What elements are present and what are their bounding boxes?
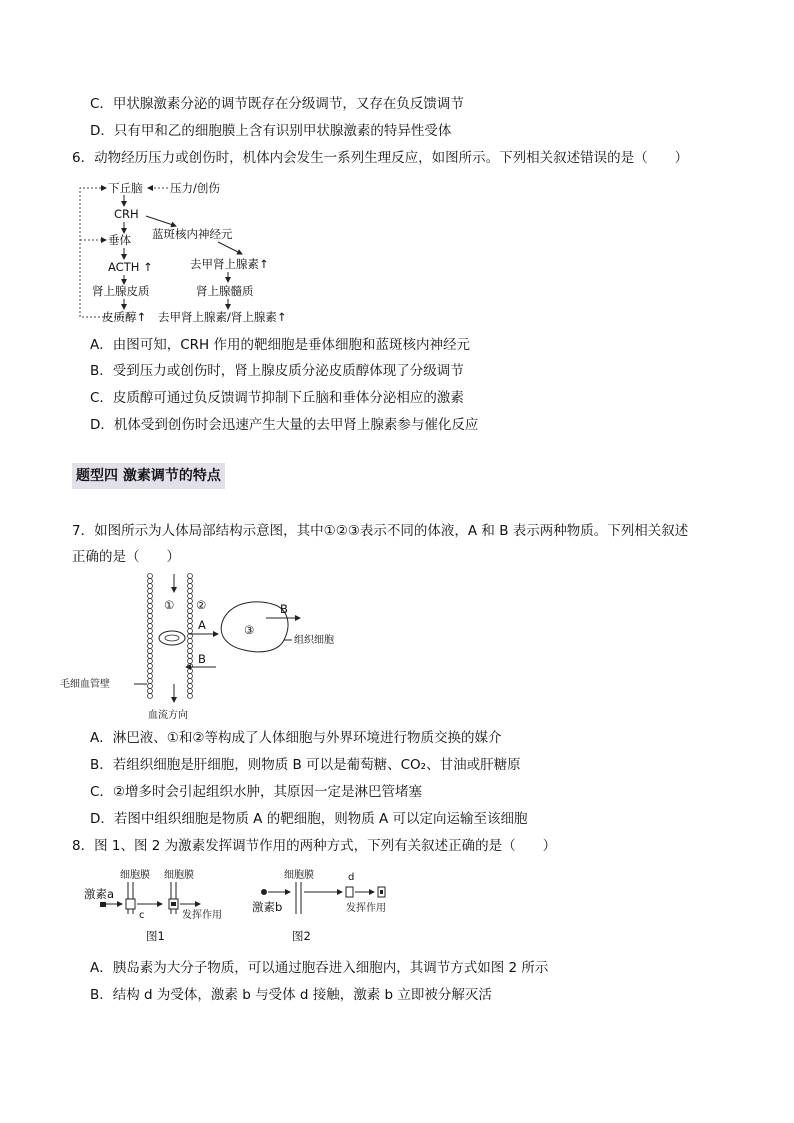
wall-cell xyxy=(188,579,193,584)
wall-cell xyxy=(188,689,193,694)
hormone-b-label: 激素b xyxy=(252,900,283,914)
wall-cell xyxy=(148,604,153,609)
wall-cell xyxy=(188,599,193,604)
wall-cell xyxy=(188,619,193,624)
wall-cell xyxy=(148,644,153,649)
wall-cell xyxy=(148,629,153,634)
norepi-epi-label: 去甲肾上腺素/肾上腺素↑ xyxy=(158,310,287,324)
substance-b-top-label: B xyxy=(280,602,288,616)
q8-option-a: A．胰岛素为大分子物质，可以通过胞吞进入细胞内，其调节方式如图 2 所示 xyxy=(90,960,549,976)
substance-b-lower-label: B xyxy=(198,652,206,666)
wall-cell xyxy=(188,669,193,674)
wall-cell xyxy=(148,679,153,684)
wall-cell xyxy=(148,574,153,579)
acth-label: ACTH ↑ xyxy=(108,260,153,274)
q7-option-b: B．若组织细胞是肝细胞，则物质 B 可以是葡萄糖、CO₂、甘油或肝糖原 xyxy=(90,757,521,773)
wall-cell xyxy=(148,664,153,669)
wall-cell xyxy=(188,609,193,614)
wall-cell xyxy=(148,619,153,624)
wall-cell xyxy=(148,594,153,599)
capillary-wall-label: 毛细血管壁 xyxy=(60,679,110,690)
wall-cell xyxy=(188,649,193,654)
q5-option-d: D．只有甲和乙的细胞膜上含有识别甲状腺激素的特异性受体 xyxy=(90,123,452,139)
crh-label: CRH xyxy=(114,207,139,221)
wall-cell xyxy=(188,574,193,579)
capillary-wall-left xyxy=(148,574,153,699)
hormone-a-marker xyxy=(100,902,106,907)
substance-a-label: A xyxy=(198,618,206,632)
hormone-a-label: 激素a xyxy=(84,887,115,901)
wall-cell xyxy=(188,654,193,659)
hormone-b-marker xyxy=(261,889,267,895)
wall-cell xyxy=(148,684,153,689)
fig2-membrane-label: 细胞膜 xyxy=(284,870,314,881)
wall-cell xyxy=(188,694,193,699)
fluid-3-label: ③ xyxy=(244,623,255,637)
wall-cell xyxy=(148,624,153,629)
tissue-cell-label: 组织细胞 xyxy=(294,635,334,646)
receptor-d-label: d xyxy=(348,872,355,883)
q6-option-c: C．皮质醇可通过负反馈调节抑制下丘脑和垂体分泌相应的激素 xyxy=(90,390,464,406)
wall-cell xyxy=(188,604,193,609)
red-blood-cell xyxy=(159,631,185,645)
q7-option-c: C．②增多时会引起组织水肿，其原因一定是淋巴管堵塞 xyxy=(90,784,423,800)
wall-cell xyxy=(148,654,153,659)
fig1-membrane-2-label: 细胞膜 xyxy=(164,870,194,881)
fig1-caption: 图1 xyxy=(146,929,165,943)
fluid-2-label: ② xyxy=(196,598,207,612)
tissue-cell xyxy=(221,602,288,652)
wall-cell xyxy=(188,614,193,619)
wall-cell xyxy=(148,634,153,639)
wall-cell xyxy=(188,589,193,594)
wall-cell xyxy=(188,644,193,649)
q6-option-b: B．受到压力或创伤时，肾上腺皮质分泌皮质醇体现了分级调节 xyxy=(90,363,464,379)
wall-cell xyxy=(148,649,153,654)
fig1-membrane-1-label: 细胞膜 xyxy=(120,870,150,881)
adrenal-medulla-label: 肾上腺髓质 xyxy=(196,284,254,298)
wall-cell xyxy=(188,594,193,599)
wall-cell xyxy=(148,639,153,644)
wall-cell xyxy=(188,679,193,684)
wall-cell xyxy=(188,629,193,634)
receptor-c-label: c xyxy=(139,910,145,921)
receptor-c xyxy=(126,899,135,909)
q7-stem-line2: 正确的是（ ） xyxy=(72,549,180,565)
wall-cell xyxy=(148,599,153,604)
wall-cell xyxy=(188,639,193,644)
wall-cell xyxy=(148,669,153,674)
blood-flow-label: 血流方向 xyxy=(148,710,188,721)
wall-cell xyxy=(188,684,193,689)
section-title: 题型四 激素调节的特点 xyxy=(72,463,225,489)
wall-cell xyxy=(148,689,153,694)
wall-cell xyxy=(188,584,193,589)
q6-option-a: A．由图可知，CRH 作用的靶细胞是垂体细胞和蓝斑核内神经元 xyxy=(90,337,470,353)
cortisol-label: 皮质醇↑ xyxy=(102,310,147,324)
hypothalamus-label: 下丘脑 xyxy=(108,181,143,195)
wall-cell xyxy=(188,664,193,669)
q7-stem-line1: 7．如图所示为人体局部结构示意图，其中①②③表示不同的体液，A 和 B 表示两种物质。下列相关叙述 xyxy=(72,523,689,539)
q8-option-b: B．结构 d 为受体，激素 b 与受体 d 接触，激素 b 立即被分解灭活 xyxy=(90,987,492,1003)
wall-cell xyxy=(188,674,193,679)
wall-cell xyxy=(188,624,193,629)
q6-option-d: D．机体受到创伤时会迅速产生大量的去甲肾上腺素参与催化反应 xyxy=(90,417,479,433)
q8-stem: 8．图 1、图 2 为激素发挥调节作用的两种方式，下列有关叙述正确的是（ ） xyxy=(72,838,557,854)
q5-option-c: C．甲状腺激素分泌的调节既存在分级调节，又存在负反馈调节 xyxy=(90,96,464,112)
wall-cell xyxy=(148,694,153,699)
q7-option-a: A．淋巴液、①和②等构成了人体细胞与外界环境进行物质交换的媒介 xyxy=(90,730,502,746)
wall-cell xyxy=(148,659,153,664)
locus-label: 蓝斑核内神经元 xyxy=(152,227,233,241)
fig1-effect-label: 发挥作用 xyxy=(182,910,222,921)
fig2-caption: 图2 xyxy=(292,929,311,943)
q7-option-d: D．若图中组织细胞是物质 A 的靶细胞，则物质 A 可以定向运输至该细胞 xyxy=(90,811,528,827)
capillary-wall-right xyxy=(188,574,193,699)
wall-cell xyxy=(188,659,193,664)
wall-cell xyxy=(148,579,153,584)
fig2-effect-label: 发挥作用 xyxy=(346,903,386,914)
q6-stress-figure xyxy=(72,176,312,326)
q6-stem: 6．动物经历压力或创伤时，机体内会发生一系列生理反应，如图所示。下列相关叙述错误的是（ ） xyxy=(72,150,689,166)
wall-cell xyxy=(148,589,153,594)
adrenal-cortex-label: 肾上腺皮质 xyxy=(92,284,150,298)
wall-cell xyxy=(148,674,153,679)
wall-cell xyxy=(148,584,153,589)
norepinephrine-up-label: 去甲肾上腺素↑ xyxy=(190,257,269,271)
receptor-d xyxy=(346,887,353,897)
q7-capillary-figure xyxy=(60,572,364,722)
wall-cell xyxy=(148,614,153,619)
fluid-1-label: ① xyxy=(164,598,175,612)
stress-label: 压力/创伤 xyxy=(170,181,220,195)
q8-hormone-figures xyxy=(84,866,404,946)
pituitary-label: 垂体 xyxy=(108,233,131,247)
wall-cell xyxy=(148,609,153,614)
